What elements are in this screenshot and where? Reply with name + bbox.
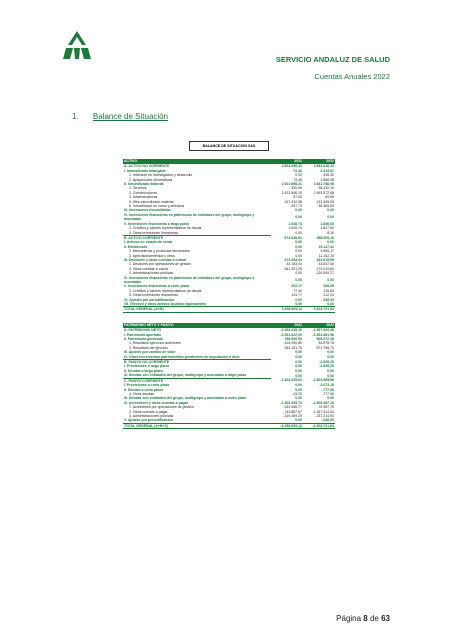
column-header: 2022 [303, 159, 335, 164]
row-value-2022: 212,24 [323, 293, 334, 298]
row-label: 2. Otras cuentas a cobrar [129, 266, 169, 271]
column-header: 2021 [271, 323, 303, 328]
balance-sheet [123, 141, 335, 429]
row-value-2022: 0,00 [327, 396, 334, 401]
row-value-2022: -1.600.487,33 [312, 400, 334, 405]
row-value-2021: 0,00 [295, 387, 302, 392]
row-value-2022: -1.287.314,64 [312, 409, 334, 414]
row-value-2022: 328,08 [323, 284, 334, 289]
table-row [123, 213, 335, 222]
section-number: 1. [72, 112, 79, 121]
row-label: 1. Resultado ejercicios anteriores [129, 341, 181, 346]
row-label: TOTAL GENERAL (A+B+C) [123, 423, 271, 428]
row-value-2021: 330,06 [291, 186, 302, 191]
row-value-2022: 0,00 [327, 354, 334, 359]
row-label: 3. Aprovisionamientos y otros [129, 253, 175, 258]
row-label: 3. Administraciones públicas [129, 413, 174, 418]
row-value-2022: -1.604.585,98 [312, 378, 334, 383]
row-label: 2. Otras cuentas a pagar [129, 409, 168, 414]
row-label: IV. Otros incrementos patrimoniales pendientes de imputación a rdos. [124, 354, 241, 359]
row-value-2021: 32.183,40 [286, 262, 302, 267]
row-value-2022: 3.955,17 [320, 249, 334, 254]
row-label: I. Inmovilizado Intangible [124, 168, 166, 173]
row-label: 1. Acreedores por operaciones de gestión [129, 405, 194, 410]
row-value-2021: 77,40 [293, 288, 302, 293]
row-value-2021: 3.296.605,14 [271, 307, 303, 312]
row-label: A. PATRIMONIO NETO [123, 328, 271, 333]
page-number: Página 8 de 63 [336, 614, 390, 623]
row-label: IV. Inversiones financieras en patrimonio de entidades del grupo, multigrupo y asociadas [124, 275, 255, 284]
row-label: III. Deudas con entidades del grupo, multigrupo y asociadas a corto plazo [124, 396, 247, 401]
row-value-2021: -13,29 [292, 391, 302, 396]
row-value-2022: 358.005,10 [316, 235, 334, 240]
row-label: II. Existencias [124, 244, 148, 249]
row-value-2022: 2.593.572,68 [313, 190, 334, 195]
row-value-2021: -104.250,85 [283, 341, 302, 346]
row-label: B. PASIVO NO CORRIENTE [123, 360, 271, 365]
row-value-2022: -3.204.721,64 [303, 423, 335, 428]
row-value-2022: 349,33 [323, 297, 334, 302]
row-value-2022: 0,00 [327, 302, 334, 306]
row-value-2022: -248,00 [322, 418, 334, 423]
row-value-2021: 0,00 [295, 277, 302, 282]
row-value-2022: 1.868,08 [320, 177, 334, 182]
row-value-2022: 34.575,76 [318, 341, 334, 346]
row-label: C. PASIVO CORRIENTE [123, 378, 271, 383]
row-value-2022: 871.796,70 [316, 345, 334, 350]
row-value-2021: 0,00 [295, 302, 302, 306]
junta-andalucia-logo-icon [62, 30, 92, 60]
table-title: BALANCE DE SITUACIÓN SAS [189, 141, 269, 151]
row-label: 5. Otro inmovilizado material [129, 199, 174, 204]
row-value-2022: -2.826,20 [319, 364, 334, 369]
row-value-2022: -3.073,15 [319, 383, 334, 388]
row-label: 2. Mercaderías y productos terminados [129, 249, 190, 254]
row-value-2021: 0,00 [295, 368, 302, 373]
row-value-2021: 297,73 [291, 204, 302, 209]
row-value-2022: -2.826,20 [319, 359, 334, 364]
row-label: 3. Administraciones públicas [129, 271, 174, 276]
row-label: 2. Créditos y valores representativos de deuda [129, 288, 202, 293]
row-value-2022: 15.117,41 [318, 244, 334, 249]
row-value-2021: 0,00 [295, 350, 302, 355]
row-value-2021: 158.900,90 [284, 337, 302, 342]
row-label: B. ACTIVO CORRIENTE [123, 235, 271, 240]
row-value-2022: 213.349,05 [316, 199, 334, 204]
row-value-2022: 0,00 [327, 368, 334, 373]
row-value-2021: 0,00 [295, 354, 302, 359]
row-label: V. Inversiones financieras a largo plazo [124, 221, 190, 226]
row-value-2022: 11.162,24 [318, 253, 334, 258]
row-value-2021: 2.621.698,21 [281, 182, 302, 187]
row-value-2021: -1.204.335,73 [280, 400, 302, 405]
row-value-2021: 124,77 [291, 293, 302, 298]
row-label: I. Provisiones a largo plazo [124, 364, 170, 369]
total-row [123, 423, 335, 428]
row-value-2022: 0,00 [327, 240, 334, 245]
row-value-2021: 0,00 [295, 215, 302, 220]
row-value-2021: 0,00 [295, 271, 302, 276]
row-label: VI. Ajustes por periodificación [124, 297, 175, 302]
row-label: IV. Inversiones financieras en patrimonio de entidades del grupo, multigrupo y asociadas [124, 212, 255, 222]
row-value-2022: 115,84 [323, 288, 334, 293]
row-value-2022: -237.214,93 [315, 413, 334, 418]
row-value-2021: 0,00 [295, 373, 302, 378]
total-row [123, 307, 335, 312]
pasivo-table [123, 323, 335, 429]
row-label: VII. Efectivo y otros activos líquidos equivalentes [124, 302, 207, 306]
row-label: 1. Terrenos [129, 186, 147, 191]
row-value-2021: 0,00 [295, 249, 302, 254]
row-value-2022: 35.365,54 [318, 204, 334, 209]
row-label: 3. Infraestructuras [129, 195, 158, 200]
row-value-2021: 73,45 [293, 168, 302, 173]
row-label: A. ACTIVO NO CORRIENTE [123, 164, 271, 169]
row-value-2022: 0,00 [327, 277, 334, 282]
row-label: 2. Resultado del ejercicio [129, 345, 169, 350]
section-title[interactable]: Balance de Situación [92, 112, 169, 121]
row-label: I. Provisiones a corto plazo [124, 383, 170, 388]
row-value-2021: 202,17 [291, 284, 302, 289]
row-value-2022: 2.313,57 [320, 168, 334, 173]
row-value-2022: -777,50 [322, 391, 334, 396]
row-label: 4. Otras inversiones financieras [129, 293, 179, 298]
row-value-2021: 197.432,58 [284, 199, 302, 204]
row-label: II. Deudas a largo plazo [124, 368, 163, 373]
row-label: 2. Construcciones [129, 190, 158, 195]
row-value-2021: 73,45 [293, 177, 302, 182]
row-value-2022: 0,00 [327, 215, 334, 220]
row-value-2022: 8,10 [327, 230, 334, 235]
row-value-2021: 641.301,25 [284, 266, 302, 271]
row-value-2021: -242.066,77 [283, 405, 302, 410]
row-value-2022: 33.647,06 [318, 262, 334, 267]
row-value-2022: 0,00 [327, 208, 334, 213]
row-value-2022: 1.827,90 [320, 226, 334, 231]
row-label: 4. Otras inversiones financieras [129, 230, 179, 235]
row-label: 6. Inmovilizado en curso y anticipos [129, 204, 185, 209]
row-value-2021: 0,00 [295, 297, 302, 302]
row-value-2022: 0,00 [327, 350, 334, 355]
row-value-2021: -1.204.335,03 [280, 378, 302, 383]
header-organization: SERVICIO ANDALUZ DE SALUD [275, 55, 390, 64]
row-value-2022: -1.597.309,46 [312, 327, 334, 332]
header-report-title: Cuentas Anuales 2022 [314, 72, 390, 81]
row-value-2022: 445,49 [323, 173, 334, 178]
row-label: 4. Otras deudas [129, 391, 154, 396]
row-value-2021: 0,00 [295, 230, 302, 235]
row-value-2021: -2.093.435,10 [280, 327, 302, 332]
row-value-2022: 69,59 [325, 195, 334, 200]
row-value-2021: 263.151,75 [284, 345, 302, 350]
row-value-2021: -3.296.605,14 [271, 423, 303, 428]
row-value-2021: 0,00 [295, 383, 302, 388]
row-value-2021: 0,00 [295, 418, 302, 423]
section-heading [72, 112, 168, 121]
column-header: ACTIVO [123, 159, 271, 164]
row-label: V. Inversiones financieras a corto plazo [124, 284, 190, 289]
row-value-2022: -2.503.561,98 [312, 332, 334, 337]
row-value-2021: 0,00 [295, 364, 302, 369]
row-value-2022: 38.432,10 [318, 186, 334, 191]
column-header: 2021 [271, 159, 303, 164]
row-label: 1. Deudores por operaciones de gestión [129, 262, 192, 267]
row-value-2021: 0,00 [295, 240, 302, 245]
row-label: III. Inversiones inmobiliarias [124, 208, 171, 213]
row-value-2022: 129.549,27 [316, 271, 334, 276]
row-value-2022: 2.841.788,95 [313, 182, 334, 187]
column-header: PATRIMONIO NETO Y PASIVO [123, 323, 271, 328]
row-value-2021: 673.048,81 [284, 235, 302, 240]
row-value-2022: -75.957,76 [317, 405, 334, 410]
row-label: III. Ajustes por cambio de valor [124, 350, 176, 355]
row-value-2021: 0,00 [295, 208, 302, 213]
row-label: I. Patrimonio aportado [124, 332, 162, 337]
row-value-2021: 0,00 [295, 173, 302, 178]
row-label: V. Ajustes por periodificación [124, 418, 173, 423]
row-value-2022: 179.419,63 [316, 266, 334, 271]
row-value-2021: 1.528,74 [288, 226, 302, 231]
row-label: IV. Acreedores y otras cuentas a pagar [124, 400, 189, 405]
row-value-2021: 2.423.596,20 [281, 190, 302, 195]
row-label: III. Deudas con entidades del grupo, multigrupo y asociadas a largo plazo [124, 373, 247, 378]
row-value-2022: 906.272,48 [316, 337, 334, 342]
row-value-2021: 0,00 [295, 253, 302, 258]
row-label: III. Deudores y otras cuentas a cobrar [124, 257, 187, 262]
row-label: II. Inmovilizado material [124, 182, 164, 187]
row-label: 1. Inversión en investigación y desarrollo [129, 173, 193, 178]
row-value-2022: -777,50 [322, 387, 334, 392]
table-row [123, 276, 335, 285]
row-value-2022: 0,00 [327, 373, 334, 378]
row-value-2021: -2.251.322,00 [280, 332, 302, 337]
row-value-2021: 2.623.256,33 [281, 164, 302, 169]
row-value-2021: 673.494,94 [284, 257, 302, 262]
row-label: I. Activos en estado de venta [124, 240, 172, 245]
row-value-2021: 0,00 [295, 396, 302, 401]
column-header: 2022 [303, 323, 335, 328]
row-value-2022: 2.843.416,34 [313, 164, 334, 169]
row-label: II. Deudas a corto plazo [124, 387, 164, 392]
row-label: 2. Aplicaciones informáticas [129, 177, 173, 182]
row-value-2021: 1.528,74 [288, 221, 302, 226]
row-value-2021: 0,00 [295, 359, 302, 364]
row-value-2022: 3.204.721,64 [303, 307, 335, 312]
row-value-2021: 0,00 [295, 244, 302, 249]
row-value-2022: 1.836,00 [320, 221, 334, 226]
row-value-2021: -743.887,67 [283, 409, 302, 414]
row-value-2021: 57,63 [293, 195, 302, 200]
activo-table [123, 159, 335, 313]
row-value-2021: -219.369,29 [283, 413, 302, 418]
row-value-2022: 342.615,95 [316, 257, 334, 262]
row-label: 2. Créditos y valores representativos de deuda [129, 226, 202, 231]
row-label: II. Patrimonio generado [124, 337, 163, 342]
row-label: TOTAL GENERAL (A+B) [123, 307, 271, 312]
